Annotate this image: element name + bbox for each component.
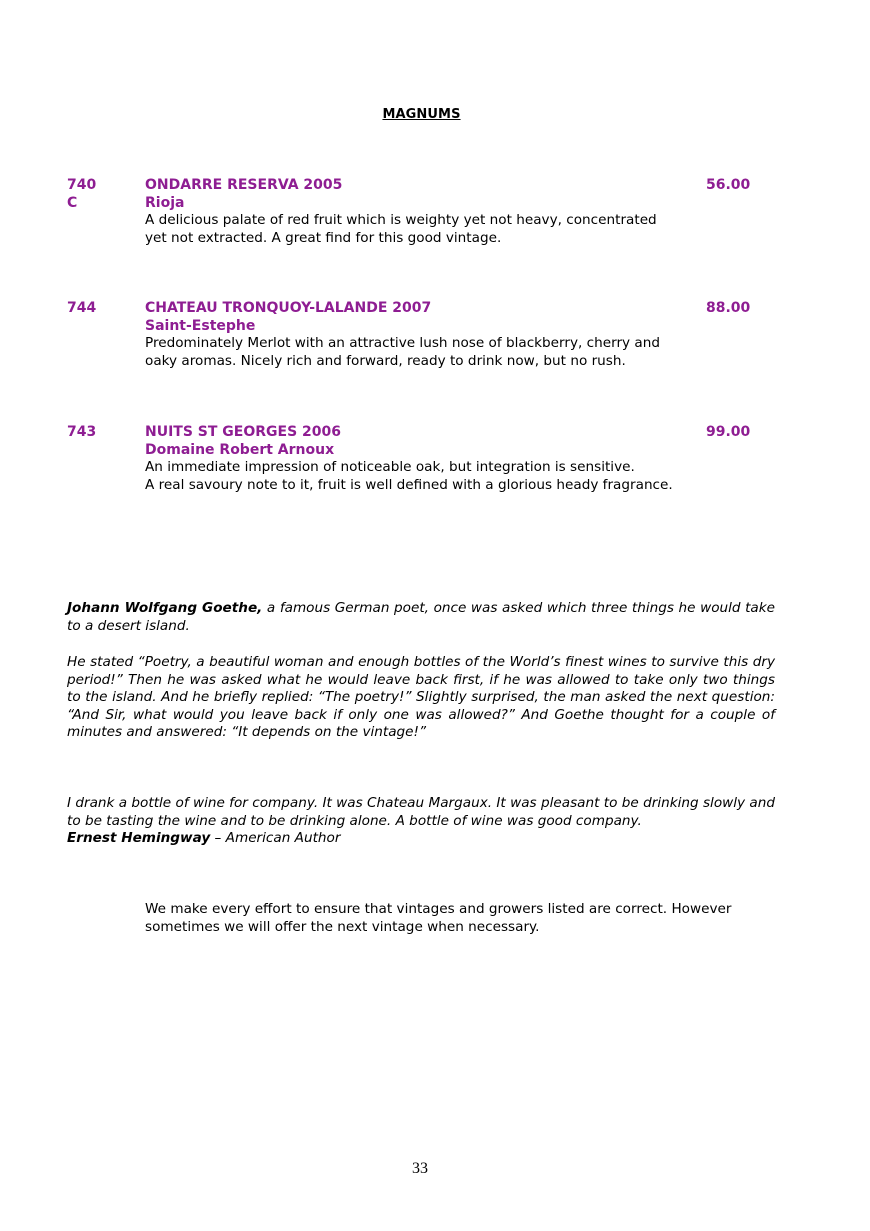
disclaimer-line: sometimes we will offer the next vintage when necessary. <box>145 918 540 935</box>
wine-number-sub: C <box>67 194 78 211</box>
goethe-story: He stated “Poetry, a beautiful woman and enough bottles of the World’s finest wines to survive this dry period!” Then he was asked what he would leave back first, if he was allowed to take only two things to the island. And he briefly replied: “The poetry!” Slightly surprised, the man asked the next question: “And Sir, what would you leave back if only one was allowed?” And Goethe thought for a couple of minutes and answered: “It depends on the vintage!” <box>67 654 775 740</box>
wine-description <box>145 459 673 494</box>
wine-description-line: A real savoury note to it, fruit is well defined with a glorious heady fragrance. <box>145 476 673 493</box>
wine-description-line: A delicious palate of red fruit which is weighty yet not heavy, concentrated <box>145 212 657 228</box>
wine-number-main: 743 <box>67 424 97 440</box>
disclaimer-line: We make every effort to ensure that vintages and growers listed are correct. However <box>145 901 732 917</box>
wine-number <box>67 177 96 212</box>
wine-name: CHATEAU TRONQUOY-LALANDE 2007 <box>145 300 432 316</box>
wine-price: 88.00 <box>706 300 751 316</box>
wine-description-line: oaky aromas. Nicely rich and forward, ready to drink now, but no rush. <box>145 352 626 369</box>
wine-region: Saint-Estephe <box>145 317 256 334</box>
wine-price: 56.00 <box>706 177 751 193</box>
wine-name: ONDARRE RESERVA 2005 <box>145 177 343 193</box>
hemingway-attribution <box>67 830 775 848</box>
wine-number-main: 740 <box>67 177 97 193</box>
wine-description-line: Predominately Merlot with an attractive lush nose of blackberry, cherry and <box>145 335 660 351</box>
hemingway-author-desc: – American Author <box>210 830 341 846</box>
wine-description-line: yet not extracted. A great find for this good vintage. <box>145 229 502 246</box>
hemingway-author: Ernest Hemingway <box>67 830 211 846</box>
goethe-intro-text: a famous German poet, once was asked which three things he would take to a desert island. <box>67 600 776 634</box>
wine-price: 99.00 <box>706 424 751 440</box>
wine-region: Rioja <box>145 194 185 211</box>
goethe-name: Johann Wolfgang Goethe, <box>67 600 263 616</box>
section-title: MAGNUMS <box>382 107 461 122</box>
disclaimer <box>145 901 731 936</box>
goethe-intro <box>67 600 775 635</box>
hemingway-quote: I drank a bottle of wine for company. It was Chateau Margaux. It was pleasant to be drinking slowly and to be tasting the wine and to be drinking alone. A bottle of wine was good company. <box>67 795 775 829</box>
wine-description <box>145 335 660 370</box>
wine-number <box>67 424 96 442</box>
wine-name: NUITS ST GEORGES 2006 <box>145 424 342 440</box>
page-number: 33 <box>412 1160 428 1177</box>
wine-region: Domaine Robert Arnoux <box>145 441 335 458</box>
wine-description <box>145 212 657 247</box>
wine-number <box>67 300 96 318</box>
wine-number-main: 744 <box>67 300 97 316</box>
wine-description-line: An immediate impression of noticeable oak, but integration is sensitive. <box>145 459 635 475</box>
